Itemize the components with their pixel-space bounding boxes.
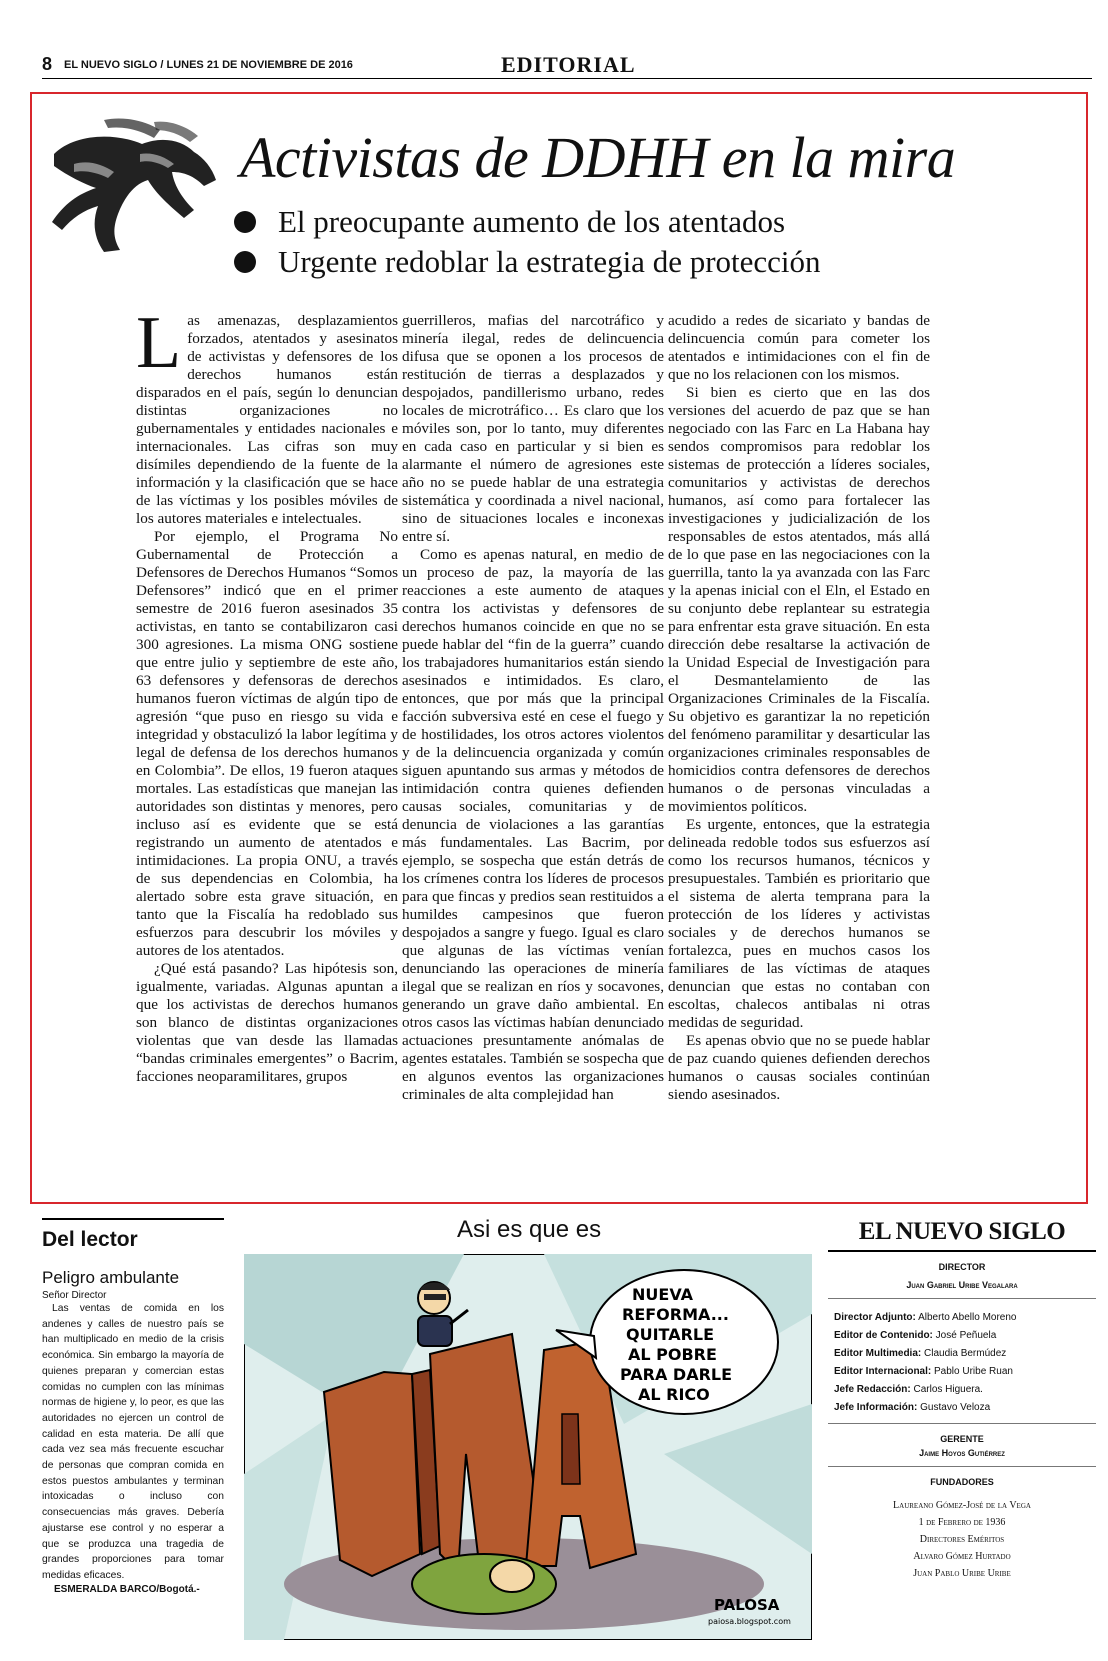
letters-column [42,1218,224,1595]
bullet-point [234,244,821,280]
staff-item: Editor Multimedia: Claudia Bermúdez [834,1348,1007,1359]
cartoonist-url: paiosa.blogspot.com [708,1617,791,1626]
editorial-box [30,92,1088,1204]
speech-line: QUITARLE [626,1325,715,1344]
column-2 [402,312,664,1104]
drop-cap: L [136,302,182,384]
bullet-icon [234,211,256,233]
cartoonist-signature: PALOSA [714,1596,780,1614]
section-title: EDITORIAL [501,52,636,77]
column-1 [136,302,398,1086]
staff-item: Editor de Contenido: José Peñuela [834,1330,997,1341]
fundadores-label: FUNDADORES [930,1477,994,1487]
paragraph: guerrilleros, mafias del narcotráfico y minería ilegal, redes de delincuencia difusa que se oponen a los procesos de restitución de tierras a desplazados y despojados, pandillerismo urbano, redes locales de microtráfico… Es claro que los móviles son, por lo tanto, muy diferentes en cada caso en particular y si bien es alarmante el número de agresiones este año no se puede hablar de una estrategia sistemática y coordinada a nivel nacional, sino de situaciones locales e inconexas entre sí. [402,312,664,545]
fundadores-names: Laureano Gómez-José de la Vega [893,1500,1031,1511]
bullet-point [234,204,785,240]
column-3 [668,312,930,1104]
paragraph: Las amenazas, desplazamientos forzados, atentados y asesinatos de activistas y defensores de los derechos humanos están disparados en el país, según lo denuncian distintas organizaciones no gubernamentales y entidades nacionales e internacionales. Las cifras son muy disímiles dependiendo de la fuente de la información y la clasificación que se hace de las víctimas y los posibles móviles de los autores materiales e intelectuales. [136,302,398,527]
staff-list [828,1309,1096,1424]
speech-line: REFORMA... [622,1305,729,1324]
director-name: Juan Gabriel Uribe Vegalara [828,1280,1096,1299]
paragraph: Por ejemplo, el Programa No Gubernamental de Protección a Defensores de Derechos Humanos “Somos Defensores” indicó que en el primer semestre de 2016 fueron asesinados 35 activistas, en tanto se contabilizaron casi 300 agresiones. La misma ONG sostiene que entre julio y septiembre de este año, 63 defensores y defensoras de derechos humanos fueron víctimas de algún tipo de agresión “que puso en riesgo su vida e integridad y obstaculizó la labor legítima y legal de defensa de los derechos humanos en Colombia”. De ellos, 19 fueron ataques mortales. Las estadísticas que manejan las autoridades son distintas y menores, pero incluso así es evidente que se está registrando un aumento de atentados e intimidaciones. La propia ONU, a través de sus dependencias en Colombia, ha alertado sobre esta grave situación, en tanto que la Fiscalía ha redoblado sus esfuerzos para descubrir los móviles y autores de los atentados. [136,528,398,959]
staff-item: Jefe Redacción: Carlos Higuera. [834,1384,983,1395]
bullet-text: El preocupante aumento de los atentados [278,204,786,239]
director-label: DIRECTOR [938,1262,986,1272]
letter-signature: ESMERALDA BARCO/Bogotá.- [54,1583,200,1595]
page-number: 8 [42,54,53,74]
masthead-name: EL NUEVO SIGLO [828,1218,1096,1252]
staff-item: Jefe Información: Gustavo Veloza [834,1402,991,1413]
paragraph: ¿Qué está pasando? Las hipótesis son, igualmente, variadas. Algunas apuntan a que los activistas de derechos humanos son blanco de distintas organizaciones violentas que van desde las llamadas “bandas criminales emergentes” o Bacrim, facciones neoparamilitares, grupos [136,960,398,1085]
page-header [42,54,1092,84]
letter-title: Peligro ambulante [42,1268,180,1287]
paragraph: Es urgente, entonces, que la estrategia delineada redoble todos sus esfuerzos así como los recursos humanos, técnicos y presupuestales. También es prioritario que el sistema de alerta temprana para la protección de los líderes y activistas sociales y de derechos humanos se fortalezca, pues en muchos casos los familiares de las víctimas de ataques denuncian que estas no contaban con escoltas, chalecos antibalas ni otras medidas de seguridad. [668,816,930,1031]
emerito-name: Alvaro Gómez Hurtado [913,1551,1011,1562]
header-rule [42,78,1092,79]
editorial-title: Activistas de DDHH en la mira [240,125,956,190]
staff-item: Editor Internacional: Pablo Uribe Ruan [834,1366,1013,1377]
speech-line: NUEVA [632,1285,693,1304]
founding-date: 1 de Febrero de 1936 [918,1517,1006,1528]
paragraph: Si bien es cierto que en las dos versiones del acuerdo de paz que se han negociado con las Farc en La Habana hay sendos compromisos para redoblar los sistemas de protección a líderes sociales, comunitarios y activistas de derechos humanos, así como para fortalecer las investigaciones y judicialización de los responsables de estos atentados, más allá de lo que pase en las negociaciones con la guerrilla, tanto la ya avanzada con las Farc y la apenas inicial con el Eln, el Estado en su conjunto debe replantear su estrategia para enfrentar esta grave situación. En esta dirección debe resaltarse la activación de la Unidad Especial de Investigación para el Desmantelamiento de las Organizaciones Criminales de la Fiscalía. Su objetivo es garantizar la no repetición del fenómeno paramilitar y desarticular las organizaciones criminales responsables de homicidios contra defensores de derechos humanos o de personas vinculadas a movimientos políticos. [668,384,930,815]
bottom-section [42,1218,1092,1648]
speech-line: PARA DARLE [620,1365,733,1384]
paragraph: acudido a redes de sicariato y bandas de delincuencia común para cometer los atentados e intimidaciones con el fin de que no los relacionen con los mismos. [668,312,930,383]
speech-line: AL RICO [638,1385,710,1404]
gerente-label: GERENTE [940,1434,984,1444]
emeritos-label: Directores Eméritos [919,1534,1005,1545]
paragraph: Como es apenas natural, en medio de un proceso de paz, la mayoría de las reacciones a este aumento de ataques contra los activistas y defensores de derechos humanos coincide en que no se puede hablar del “fin de la guerra” cuando los trabajadores humanitarios están siendo asesinados e intimidados. Es claro, entonces, que por más que la principal facción subversiva esté en cese el fuego y de hostilidades, los otros actores violentos y de la delincuencia organizada y común siguen apuntando sus armas y métodos de intimidación contra quienes defienden causas sociales, comunitarias y de denuncia de violaciones a las garantías más fundamentales. Las Bacrim, por ejemplo, se sospecha que están detrás de los crímenes contra los líderes de procesos para que fincas y predios sean restituidos a humildes campesinos que fueron despojados a sangre y fuego. Igual es claro que algunas de las víctimas venían denunciando las operaciones de minería ilegal que se realizan en ríos y socavones, generando un grave daño ambiental. En otros casos las víctimas habían denunciado actuaciones presuntamente anómalas de agentes estatales. También se sospecha que en algunos eventos las organizaciones criminales de alta complejidad han [402,546,664,1103]
speech-line: AL POBRE [628,1345,717,1364]
staff-item: Director Adjunto: Alberto Abello Moreno [834,1312,1017,1323]
header-info: EL NUEVO SIGLO / LUNES 21 DE NOVIEMBRE DE 2016 [64,59,353,71]
letter-body: Las ventas de comida en los andenes y calles de nuestro país se han multiplicado en medio de la crisis económica. Sin embargo la mayoría de quienes preparan y comercian estas comidas no cumplen con las mínimas normas de higiene y, lo peor, es que las autoridades no ejercen un control de calidad en esta materia. De allí que cada vez sea más frecuente escuchar de personas que compran comida en estos puestos ambulantes y terminan intoxicadas o incluso con consecuencias más graves. Debería ajustarse ese control y no esperar a que se produzca una tragedia de grandes proporciones para tomar medidas eficaces. [42,1303,224,1581]
gerente-name: Jaime Hoyos Gutiérrez [828,1448,1096,1467]
cartoon-title: Asi es que es [457,1216,602,1243]
bullet-text: Urgente redoblar la estrategia de protección [278,244,821,279]
horses-logo [44,114,220,254]
bullet-icon [234,251,256,273]
paragraph: Es apenas obvio que no se puede hablar de paz cuando quienes defienden derechos humanos o causas sociales continúan siendo asesinados. [668,1032,930,1103]
political-cartoon [244,1254,812,1640]
letter-salutation: Señor Director [42,1290,107,1301]
emerito-name: Juan Pablo Uribe Uribe [913,1568,1011,1579]
letters-heading: Del lector [42,1218,224,1252]
masthead [828,1218,1096,1582]
